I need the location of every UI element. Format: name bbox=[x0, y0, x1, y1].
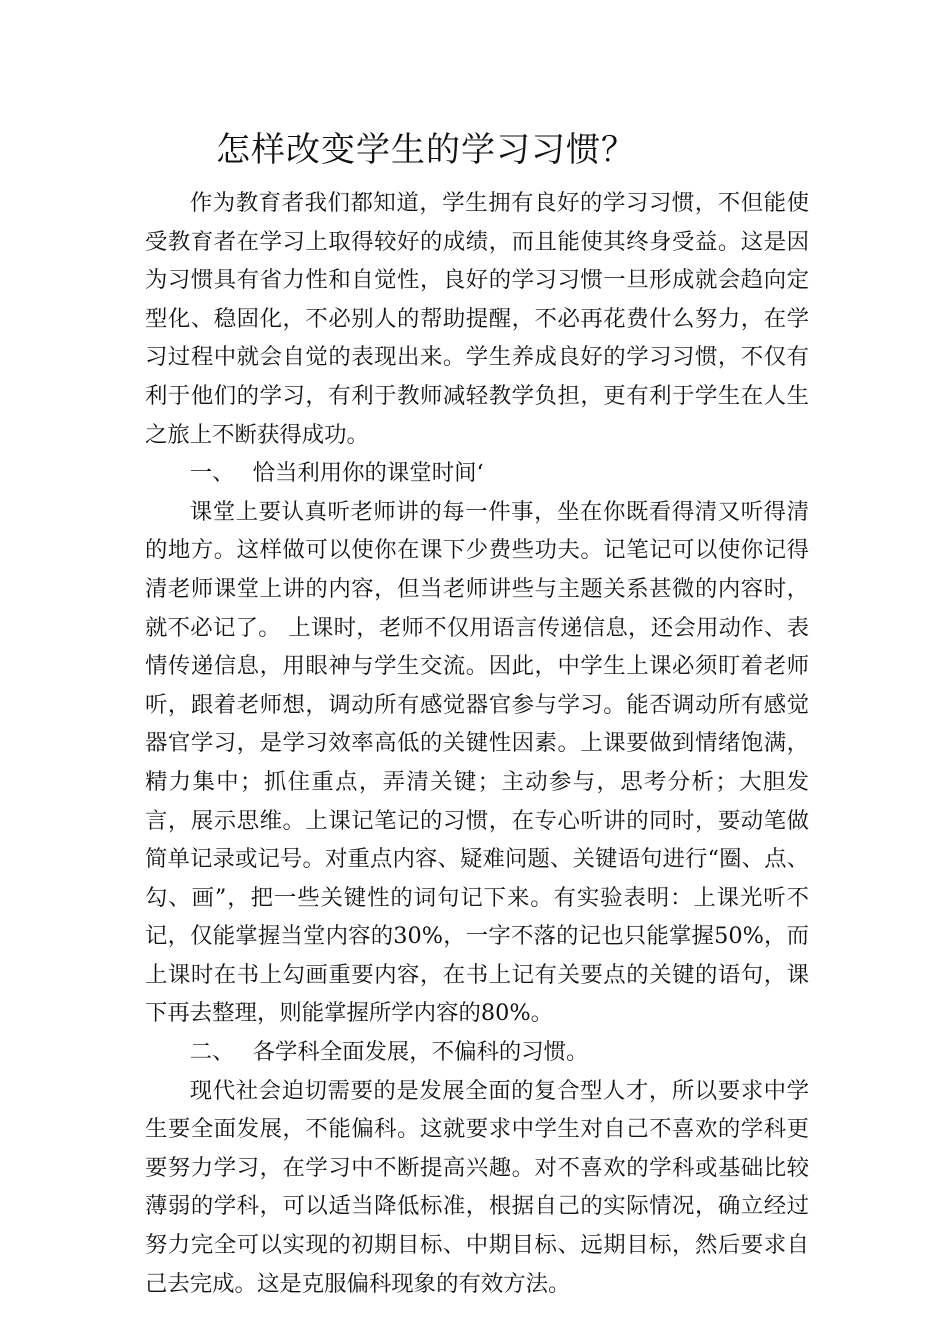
section-number: 二、 bbox=[189, 1039, 235, 1066]
intro-paragraph: 作为教育者我们都知道，学生拥有良好的学习习惯，不但能使受教育者在学习上取得较好的成绩，而且能使其终身受益。这是因为习惯具有省力性和自觉性，良好的学习习惯一旦形成就会趋向定型化、稳固化，不必别人的帮助提醒，不必再花费什么努力，在学习过程中就会自觉的表现出来。学生养成良好的学习习惯，不仅有利于他们的学习，有利于教师减轻教学负担，更有利于学生在人生之旅上不断获得成功。 bbox=[145, 190, 809, 448]
section-heading-text: 恰当利用你的课堂时间‘ bbox=[252, 460, 484, 487]
document-body bbox=[145, 184, 809, 1303]
section-2-paragraph: 现代社会迫切需要的是发展全面的复合型人才，所以要求中学生要全面发展，不能偏科。这就要求中学生对自己不喜欢的学科更要努力学习，在学习中不断提高兴趣。对不喜欢的学科或基础比较薄弱的学科，可以适当降低标准，根据自己的实际情况，确立经过努力完全可以实现的初期目标、中期目标、远期目标，然后要求自己去完成。这是克服偏科现象的有效方法。 bbox=[145, 1077, 809, 1297]
section-heading-1 bbox=[145, 454, 809, 493]
section-number: 一、 bbox=[189, 460, 235, 487]
page-title: 怎样改变学生的学习习惯？ bbox=[216, 130, 636, 170]
section-heading-text: 各学科全面发展，不偏科的习惯。 bbox=[252, 1039, 589, 1066]
section-1-paragraph: 课堂上要认真听老师讲的每一件事，坐在你既看得清又听得清的地方。这样做可以使你在课下少费些功夫。记笔记可以使你记得清老师课堂上讲的内容，但当老师讲些与主题关系甚微的内容时，就不必记了。 上课时，老师不仅用语言传递信息，还会用动作、表情传递信息，用眼神与学生交流。因此，中学生上课必须盯着老师听，跟着老师想，调动所有感觉器官参与学习。能否调动所有感觉器官学习，是学习效率高低的关键性因素。上课要做到情绪饱满，精力集中；抓住重点，弄清关键；主动参与，思考分析；大胆发言，展示思维。上课记笔记的习惯，在专心听讲的同时，要动笔做简单记录或记号。对重点内容、疑难问题、关键语句进行“圈、点、勾、画”，把一些关键性的词句记下来。有实验表明：上课光听不记，仅能掌握当堂内容的30%，一字不落的记也只能掌握50%，而上课时在书上勾画重要内容，在书上记有关要点的关键的语句，课下再去整理，则能掌握所学内容的80%。 bbox=[145, 498, 809, 1027]
section-heading-2 bbox=[145, 1033, 809, 1072]
